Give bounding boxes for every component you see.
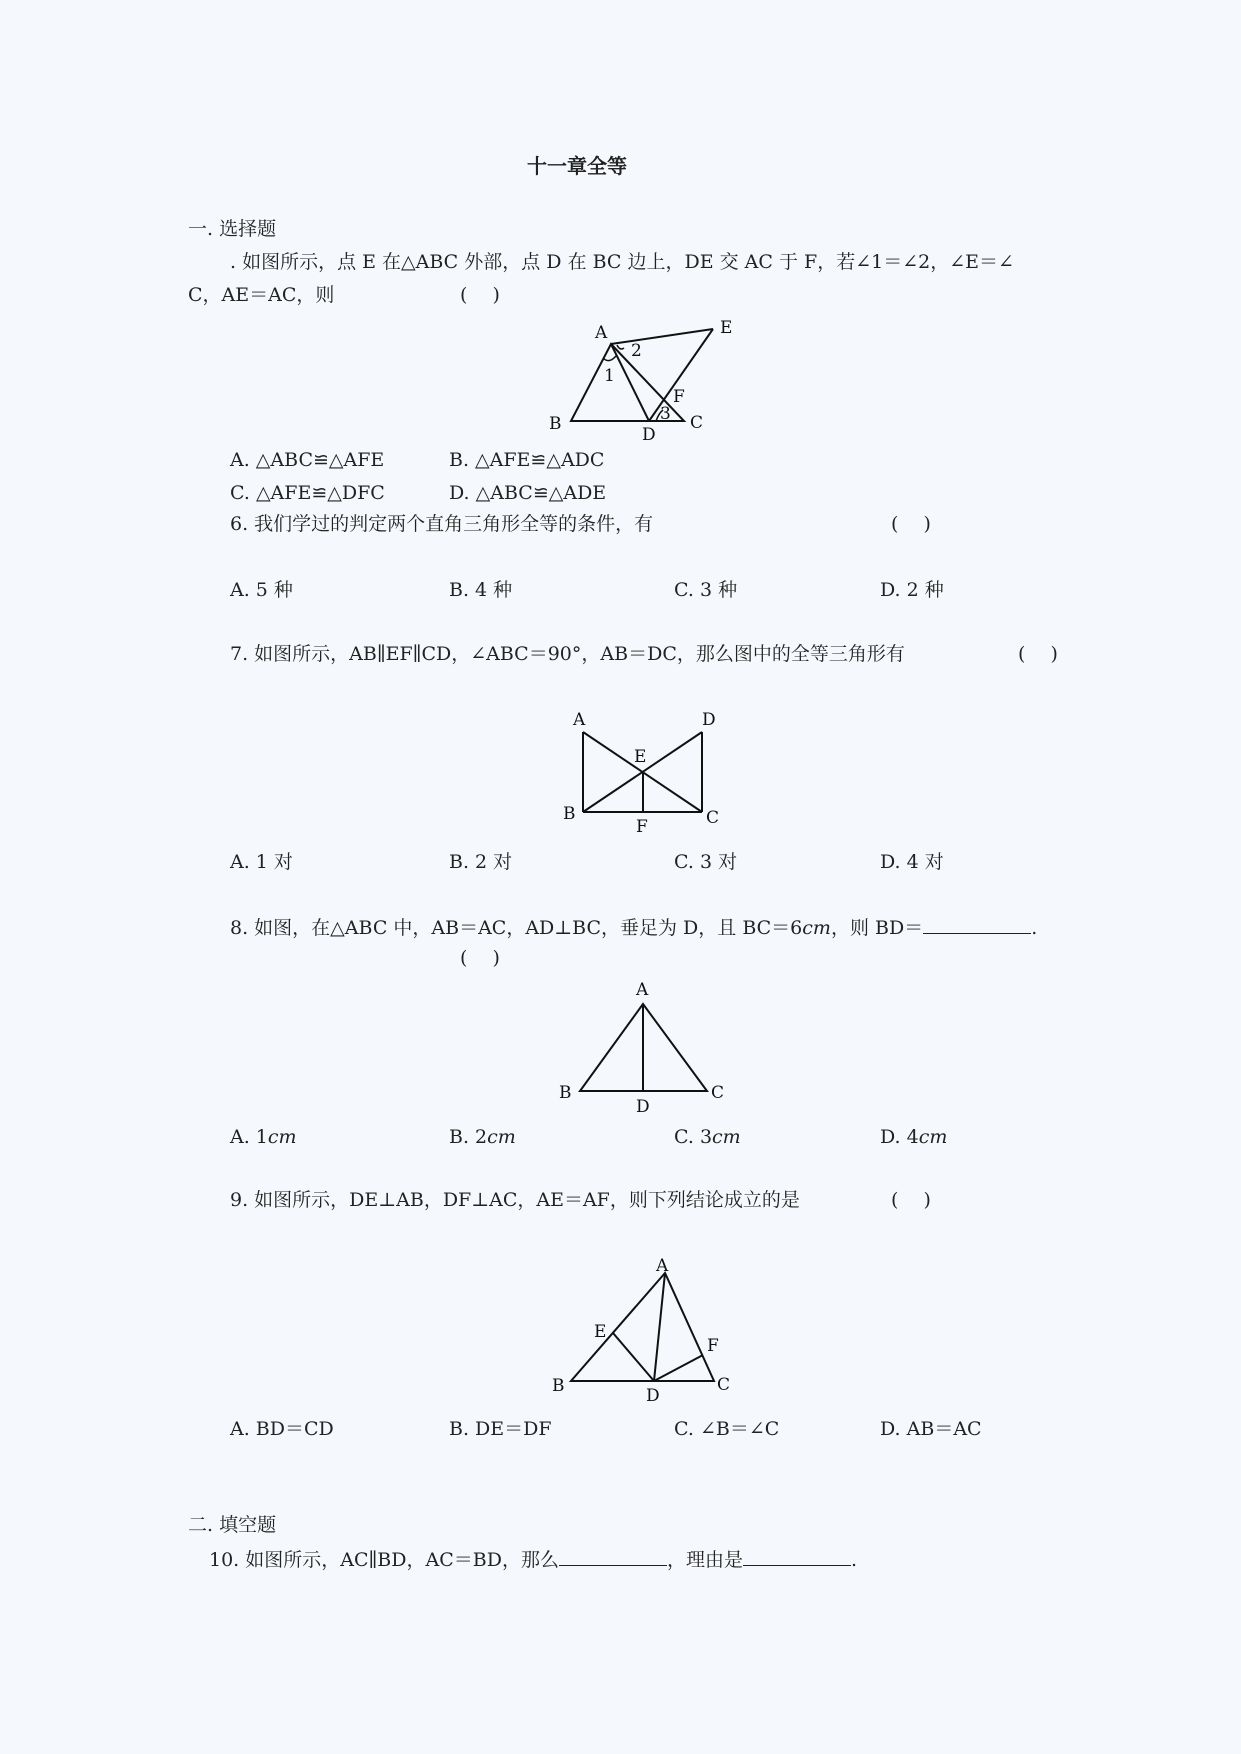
q5-label-d: D	[642, 425, 656, 445]
q5-label-2: 2	[631, 341, 642, 361]
q9-option-c: C. ∠B＝∠C	[674, 1418, 780, 1440]
q6-answer-paren: ( )	[891, 513, 931, 535]
q8-option-b: B. 2cm	[449, 1126, 516, 1148]
q7-option-a: A. 1 对	[230, 851, 293, 873]
q6-option-a: A. 5 种	[230, 579, 293, 601]
q6-option-c: C. 3 种	[674, 579, 738, 601]
q8-answer-paren: ( )	[460, 947, 500, 969]
q5-option-c: C. △AFE≌△DFC	[230, 482, 385, 504]
q7-label-b: B	[563, 804, 576, 824]
q6-option-b: B. 4 种	[449, 579, 513, 601]
q9-label-b: B	[552, 1376, 565, 1396]
q8-text-after: ，则 BD＝	[830, 917, 924, 939]
q8-label-b: B	[559, 1083, 572, 1103]
q10-end: .	[850, 1549, 858, 1571]
q5-label-f: F	[673, 387, 685, 407]
q9-label-a: A	[656, 1256, 669, 1276]
q10-text-mid: ，理由是	[666, 1549, 743, 1571]
q9-segment-ad	[654, 1273, 665, 1381]
q8-unit: cm	[802, 917, 831, 939]
q9-segment-df	[654, 1355, 703, 1381]
q7-label-f: F	[636, 817, 648, 837]
section-heading-fill: 二. 填空题	[188, 1514, 277, 1536]
q9-label-e: E	[594, 1322, 607, 1342]
q5-label-a: A	[595, 323, 608, 343]
q9-triangle-abc	[571, 1273, 714, 1381]
q9-text: 9. 如图所示，DE⊥AB，DF⊥AC，AE＝AF，则下列结论成立的是	[230, 1189, 800, 1211]
q7-label-a: A	[573, 710, 586, 730]
q6-text: 6. 我们学过的判定两个直角三角形全等的条件，有	[230, 513, 654, 535]
q7-label-d: D	[702, 710, 716, 730]
q5-option-d: D. △ABC≌△ADE	[449, 482, 607, 504]
q5-text-line1: . 如图所示，点 E 在△ABC 外部，点 D 在 BC 边上，DE 交 AC 于 F，若∠1＝∠2，∠E＝∠	[230, 251, 1014, 273]
q9-answer-paren: ( )	[891, 1189, 931, 1211]
q8-option-c: C. 3cm	[674, 1126, 741, 1148]
q7-answer-paren: ( )	[1018, 643, 1058, 665]
q9-label-f: F	[707, 1336, 719, 1356]
q8-option-d: D. 4cm	[880, 1126, 948, 1148]
q5-option-b: B. △AFE≌△ADC	[449, 449, 605, 471]
q8-text-before: 8. 如图，在△ABC 中，AB＝AC，AD⊥BC，垂足为 D，且 BC＝6	[230, 917, 803, 939]
q7-option-b: B. 2 对	[449, 851, 513, 873]
q9-option-b: B. DE＝DF	[449, 1418, 552, 1440]
q10-text	[209, 1547, 857, 1572]
q10-text-before: 10. 如图所示，AC∥BD，AC＝BD，那么	[209, 1549, 559, 1571]
q5-text-line2: C，AE＝AC，则	[188, 284, 335, 306]
q5-label-3: 3	[660, 404, 671, 424]
q9-option-a: A. BD＝CD	[230, 1418, 334, 1440]
q5-label-e: E	[720, 318, 733, 338]
q8-label-d: D	[636, 1097, 650, 1117]
q9-segment-de	[613, 1333, 654, 1381]
q7-text: 7. 如图所示，AB∥EF∥CD，∠ABC＝90°，AB＝DC，那么图中的全等三角形有	[230, 643, 905, 665]
q7-label-c: C	[706, 808, 720, 828]
q5-answer-paren: ( )	[460, 284, 500, 306]
q7-option-d: D. 4 对	[880, 851, 944, 873]
q5-label-b: B	[549, 414, 562, 434]
q8-label-a: A	[636, 980, 649, 1000]
q9-label-c: C	[717, 1375, 731, 1395]
q8-option-a: A. 1cm	[230, 1126, 297, 1148]
q7-label-e: E	[634, 747, 647, 767]
q5-label-1: 1	[604, 366, 615, 386]
q9-option-d: D. AB＝AC	[880, 1418, 982, 1440]
q7-option-c: C. 3 对	[674, 851, 738, 873]
q9-figure-lines	[571, 1273, 714, 1381]
q9-label-d: D	[646, 1386, 660, 1406]
q10-answer-blank-2[interactable]	[743, 1547, 851, 1566]
page-title: 十一章全等	[527, 154, 627, 178]
q5-option-a: A. △ABC≌△AFE	[230, 449, 385, 471]
q8-label-c: C	[711, 1083, 725, 1103]
q6-option-d: D. 2 种	[880, 579, 944, 601]
section-heading-choice: 一. 选择题	[188, 218, 277, 240]
q8-end: .	[1031, 917, 1038, 939]
q10-answer-blank-1[interactable]	[559, 1547, 667, 1566]
q5-label-c: C	[690, 413, 704, 433]
